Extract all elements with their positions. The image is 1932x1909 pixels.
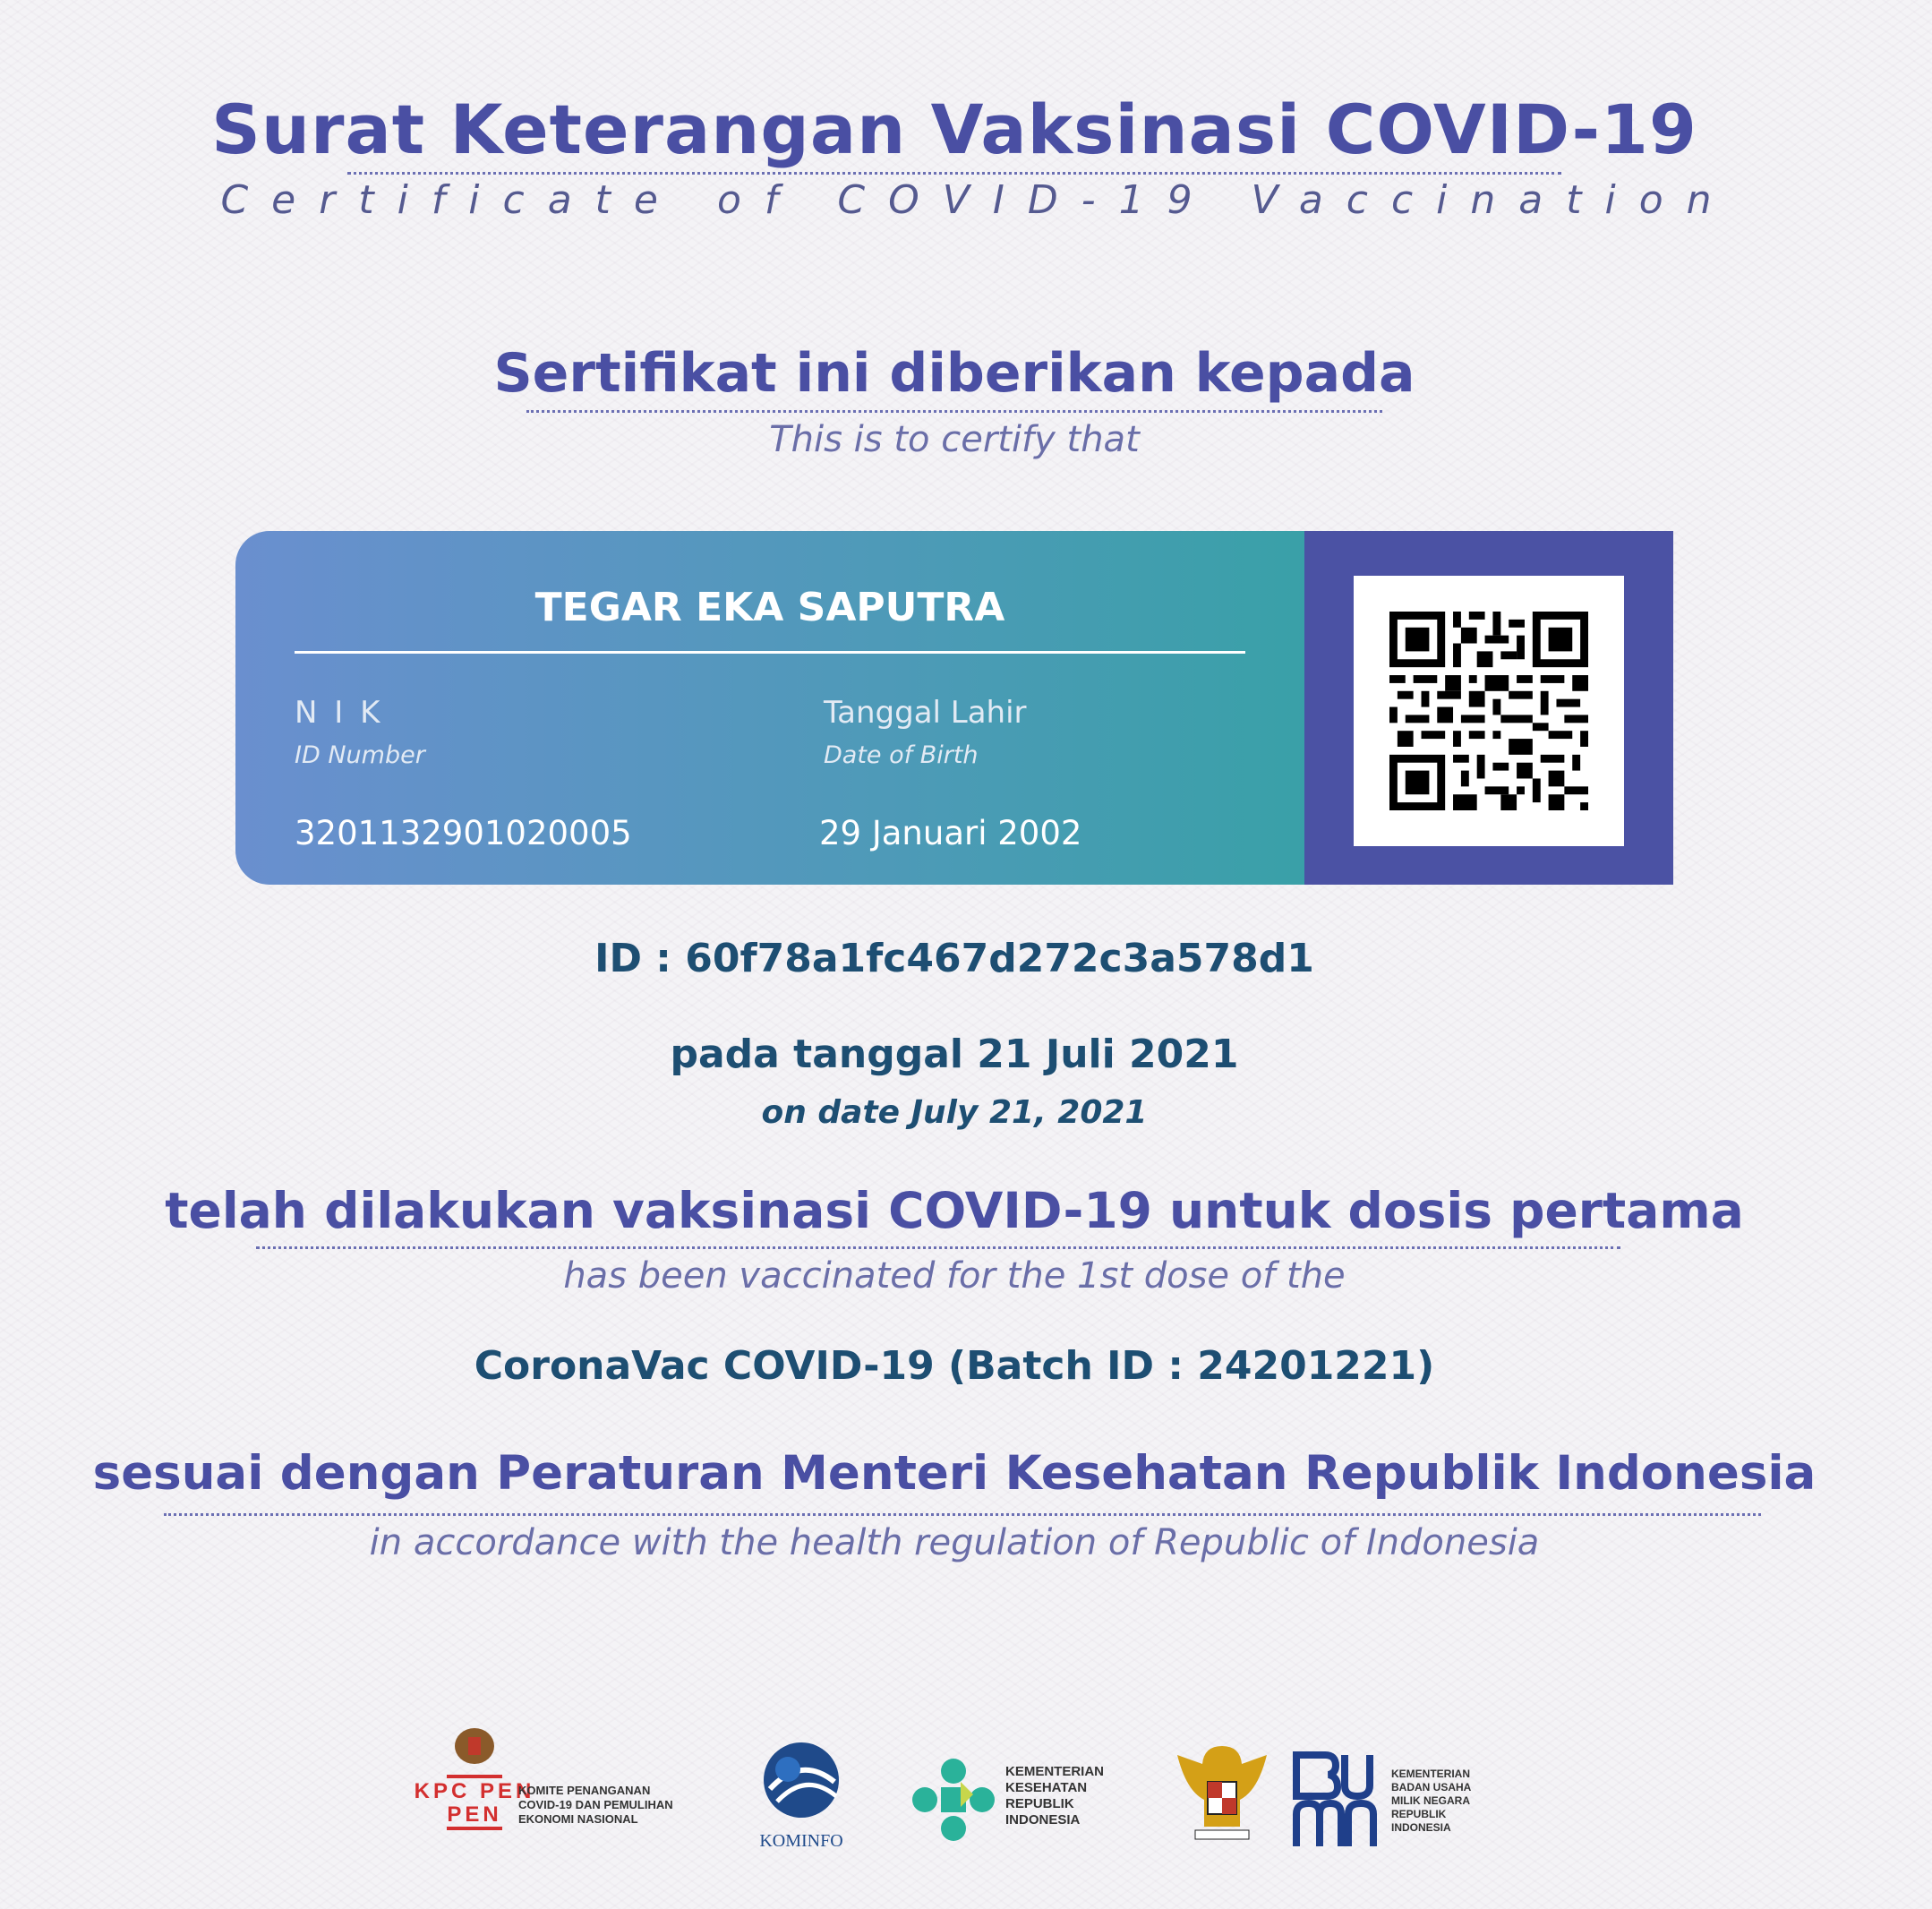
kemenkes-logo (909, 1755, 1105, 1848)
certify-heading: Sertifikat ini diberikan kepada (493, 342, 1415, 405)
kominfo-logo (752, 1737, 851, 1851)
kemenkes-cross-icon (909, 1755, 998, 1845)
certificate-title: Surat Keterangan Vaksinasi COVID-19 (211, 90, 1697, 169)
dob-label: Tanggal Lahir (824, 695, 1027, 731)
kemenkes-text: KEMENTERIAN KESEHATAN REPUBLIK INDONESIA (1005, 1764, 1105, 1828)
vaccination-date-en: on date July 21, 2021 (761, 1094, 1148, 1131)
vaccination-divider (256, 1246, 1620, 1249)
kpcpen-logo (414, 1719, 673, 1848)
title-divider (347, 172, 1561, 175)
dob-value: 29 Januari 2002 (819, 814, 1082, 852)
regulation-subheading: in accordance with the health regulation of Republic of Indonesia (369, 1522, 1540, 1563)
garuda-logo (1168, 1737, 1276, 1857)
garuda-pancasila-icon (1168, 1737, 1276, 1853)
regulation-divider (164, 1513, 1761, 1516)
nik-value: 3201132901020005 (295, 814, 632, 852)
nik-label: N I K (295, 695, 384, 731)
nik-label-en: ID Number (295, 741, 425, 769)
regulation-heading: sesuai dengan Peraturan Menteri Kesehatan Republik Indonesia (92, 1446, 1817, 1501)
vaccination-subheading: has been vaccinated for the 1st dose of the (563, 1255, 1346, 1297)
certificate-id: ID : 60f78a1fc467d272c3a578d1 (594, 936, 1314, 981)
bumn-text: KEMENTERIAN BADAN USAHA MILIK NEGARA REPUBLIK INDONESIA (1391, 1768, 1472, 1834)
kominfo-text: KOMINFO (759, 1831, 843, 1851)
bumn-icon (1289, 1746, 1379, 1853)
qr-panel (1304, 531, 1673, 885)
logo-bar (0, 1719, 1909, 1862)
garuda-small-icon (414, 1719, 535, 1845)
holder-card (235, 531, 1673, 885)
bumn-logo (1289, 1746, 1472, 1857)
holder-name: TEGAR EKA SAPUTRA (534, 585, 1005, 630)
qr-code-icon (1389, 612, 1588, 810)
certify-subheading: This is to certify that (769, 419, 1140, 460)
dob-label-en: Date of Birth (824, 741, 979, 769)
vaccination-heading: telah dilakukan vaksinasi COVID-19 untuk dosis pertama (165, 1182, 1744, 1239)
kominfo-globe-icon (752, 1737, 851, 1836)
qr-code (1354, 576, 1624, 846)
certify-divider (526, 410, 1382, 413)
kpc-mark: KPC PEN (414, 1779, 535, 1803)
svg-text:PEN: PEN (447, 1802, 502, 1827)
vaccine-name: CoronaVac COVID-19 (Batch ID : 24201221) (474, 1343, 1435, 1389)
kpcpen-text: KOMITE PENANGANAN COVID-19 DAN PEMULIHAN EKONOMI NASIONAL (518, 1784, 673, 1826)
name-underline (295, 651, 1245, 654)
certificate-subtitle: Certificate of COVID-19 Vaccination (220, 177, 1735, 223)
vaccination-date: pada tanggal 21 Juli 2021 (670, 1032, 1239, 1077)
